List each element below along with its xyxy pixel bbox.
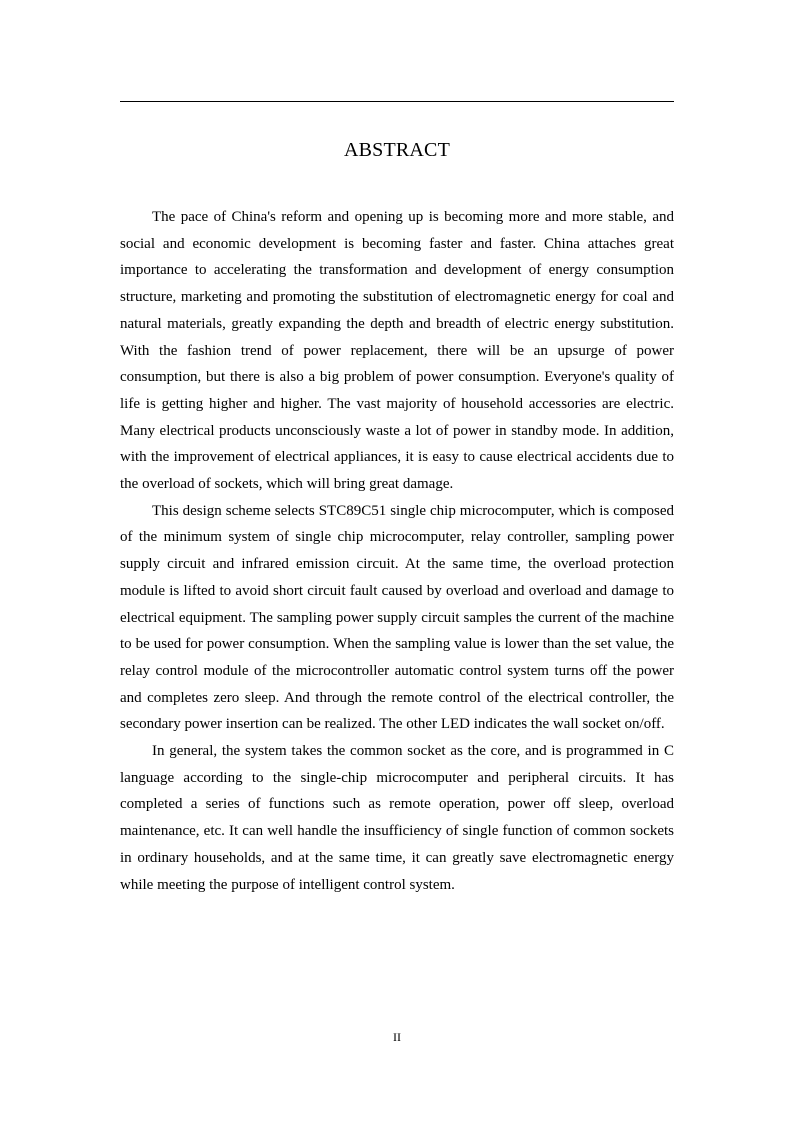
abstract-body — [120, 204, 674, 898]
header-rule — [120, 101, 674, 102]
page-title: ABSTRACT — [343, 139, 451, 161]
abstract-paragraph-3: In general, the system takes the common socket as the core, and is programmed in C language according to the single-chip microcomputer and peripheral circuits. It has completed a series of functions such as remote operation, power off sleep, overload maintenance, etc. It can well handle the insufficiency of single function of common sockets in ordinary households, and at the same time, it can greatly save electromagnetic energy while meeting the purpose of intelligent control system. — [120, 743, 674, 893]
abstract-paragraph-2: This design scheme selects STC89C51 single chip microcomputer, which is composed of the minimum system of single chip microcomputer, relay controller, sampling power supply circuit and infrared emission circuit. At the same time, the overload protection module is lifted to avoid short circuit fault caused by overload and overload and damage to electrical equipment. The sampling power supply circuit samples the current of the machine to be used for power consumption. When the sampling value is lower than the set value, the relay control module of the microcontroller automatic control system turns off the power and completes zero sleep. And through the remote control of the electrical controller, the secondary power insertion can be realized. The other LED indicates the wall socket on/off. — [120, 502, 674, 733]
abstract-paragraph-1: The pace of China's reform and opening up is becoming more and more stable, and social and economic development is becoming faster and faster. China attaches great importance to accelerating the transformation and development of energy consumption structure, marketing and promoting the substitution of electromagnetic energy for coal and natural materials, greatly expanding the depth and breadth of electric energy substitution. With the fashion trend of power replacement, there will be an upsurge of power consumption, but there is also a big problem of power consumption. Everyone's quality of life is getting higher and higher. The vast majority of household accessories are electric. Many electrical products unconsciously waste a lot of power in standby mode. In addition, with the improvement of electrical appliances, it is easy to cause electrical accidents due to the overload of sockets, which will bring great damage. — [120, 209, 674, 493]
page-number: II — [393, 1030, 401, 1044]
